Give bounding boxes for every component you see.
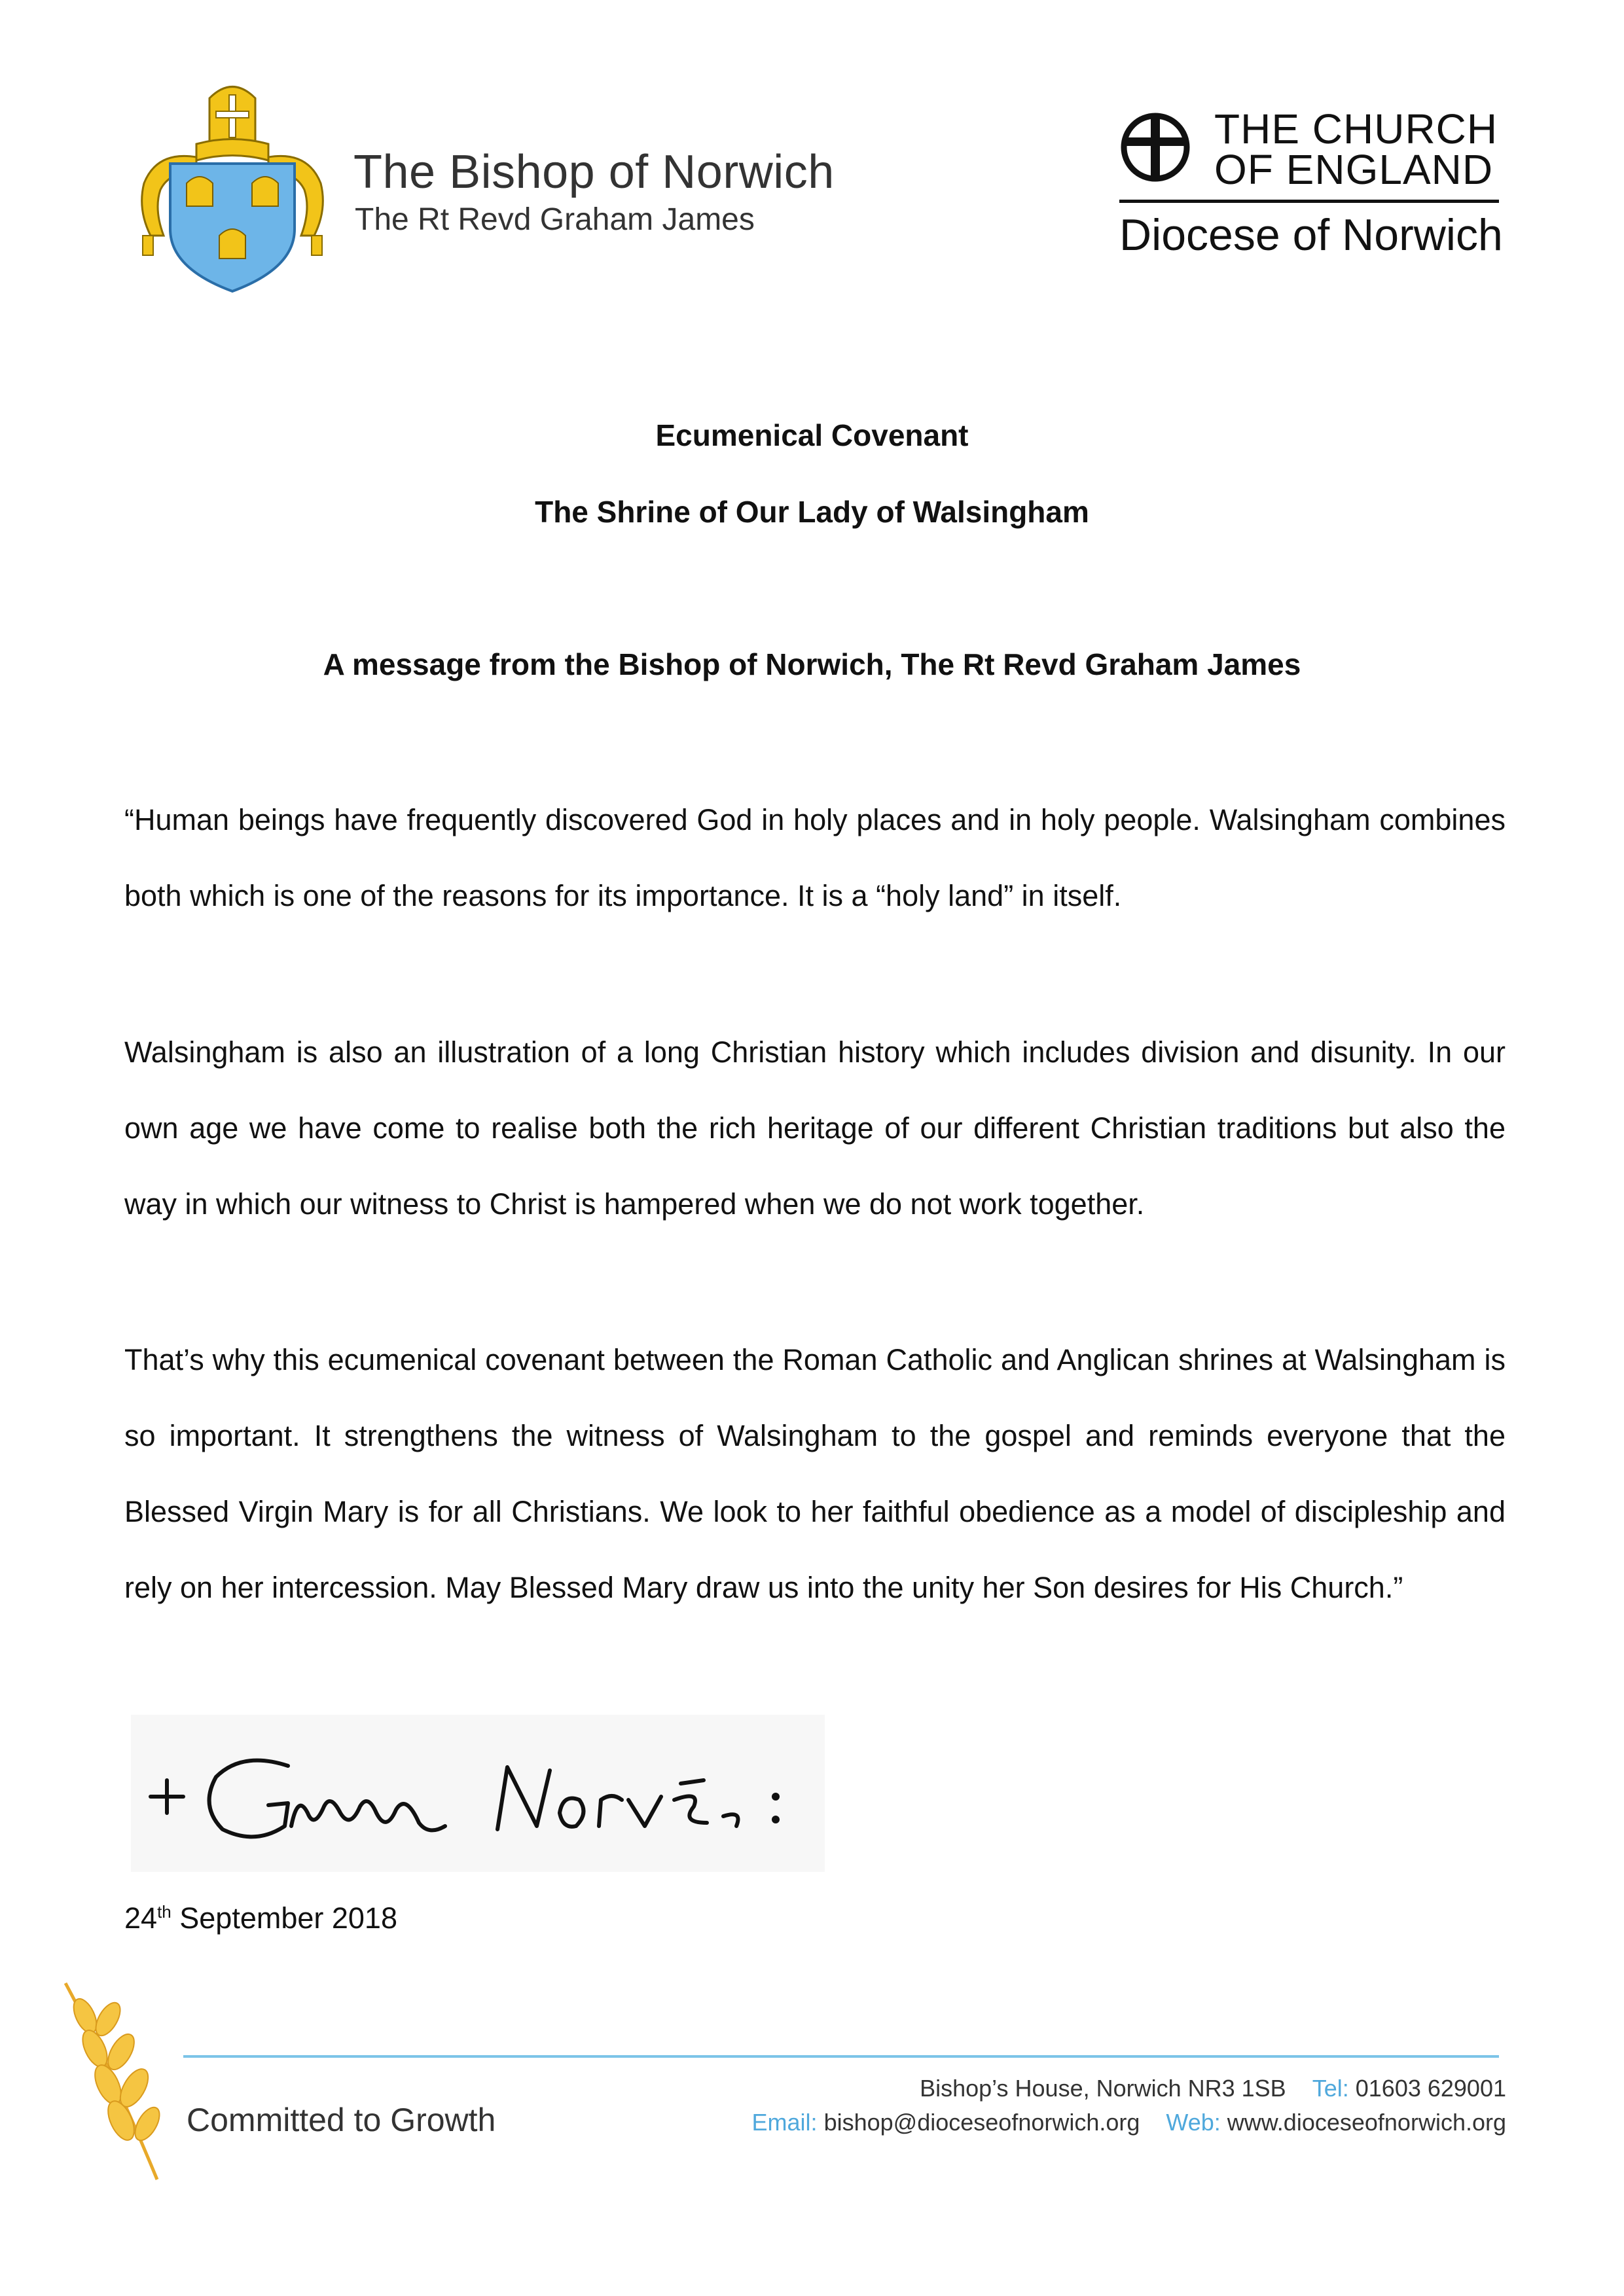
document-subtitle: The Shrine of Our Lady of Walsingham [535, 495, 1089, 529]
web-label: Web: [1166, 2109, 1221, 2136]
body-paragraph: “Human beings have frequently discovered God in holy places and in holy people. Walsingham combines both which is one of the reasons for its importance. It is a “holy land” in itself. [124, 803, 1506, 912]
church-of-england-cross-icon [1119, 111, 1191, 183]
diocesan-crest-icon [131, 72, 334, 295]
wheat-icon [52, 1970, 183, 2186]
web-address[interactable]: www.dioceseofnorwich.org [1227, 2109, 1506, 2136]
handwritten-signature [131, 1715, 825, 1872]
body-paragraph: That’s why this ecumenical covenant between the Roman Catholic and Anglican shrines at Walsingham is so important. It strengthens the witness of Walsingham to the gospel and reminds everyone that the Blessed Virgin Mary is for all Christians. We look to her faithful obedience as a model of discipleship and rely on her intercession. May Blessed Mary draw us into the unity her Son desires for His Church.” [124, 1343, 1506, 1604]
tel-label: Tel: [1312, 2075, 1349, 2102]
logo-divider [1119, 200, 1499, 203]
body-paragraph: Walsingham is also an illustration of a long Christian history which includes division and disunity. In our own age we have come to realise both the rich heritage of our different Christian traditions but also the way in which our witness to Christ is hampered when we do not work together. [124, 1035, 1506, 1221]
coe-name-line1: THE CHURCH [1214, 105, 1498, 152]
document-title: Ecumenical Covenant [655, 418, 969, 452]
diocese-name: Diocese of Norwich [1119, 210, 1503, 260]
address-text: Bishop’s House, Norwich NR3 1SB [920, 2075, 1286, 2102]
bishop-subtitle: The Rt Revd Graham James [355, 202, 755, 237]
footer-divider [183, 2055, 1499, 2058]
date-day: 24 [124, 1901, 158, 1935]
letter-date [124, 1901, 397, 1935]
footer-tagline: Committed to Growth [187, 2102, 496, 2138]
date-month-year: September 2018 [171, 1901, 397, 1935]
message-heading: A message from the Bishop of Norwich, The Rt Revd Graham James [323, 647, 1301, 681]
email-label: Email: [751, 2109, 818, 2136]
coe-name-line2: OF ENGLAND [1214, 146, 1494, 193]
email-address[interactable]: bishop@dioceseofnorwich.org [823, 2109, 1140, 2136]
footer-address-line [920, 2075, 1506, 2102]
bishop-title: The Bishop of Norwich [353, 146, 835, 198]
tel-number: 01603 629001 [1355, 2075, 1506, 2102]
date-ordinal-suffix: th [157, 1902, 171, 1922]
footer-contact-line [752, 2109, 1506, 2136]
